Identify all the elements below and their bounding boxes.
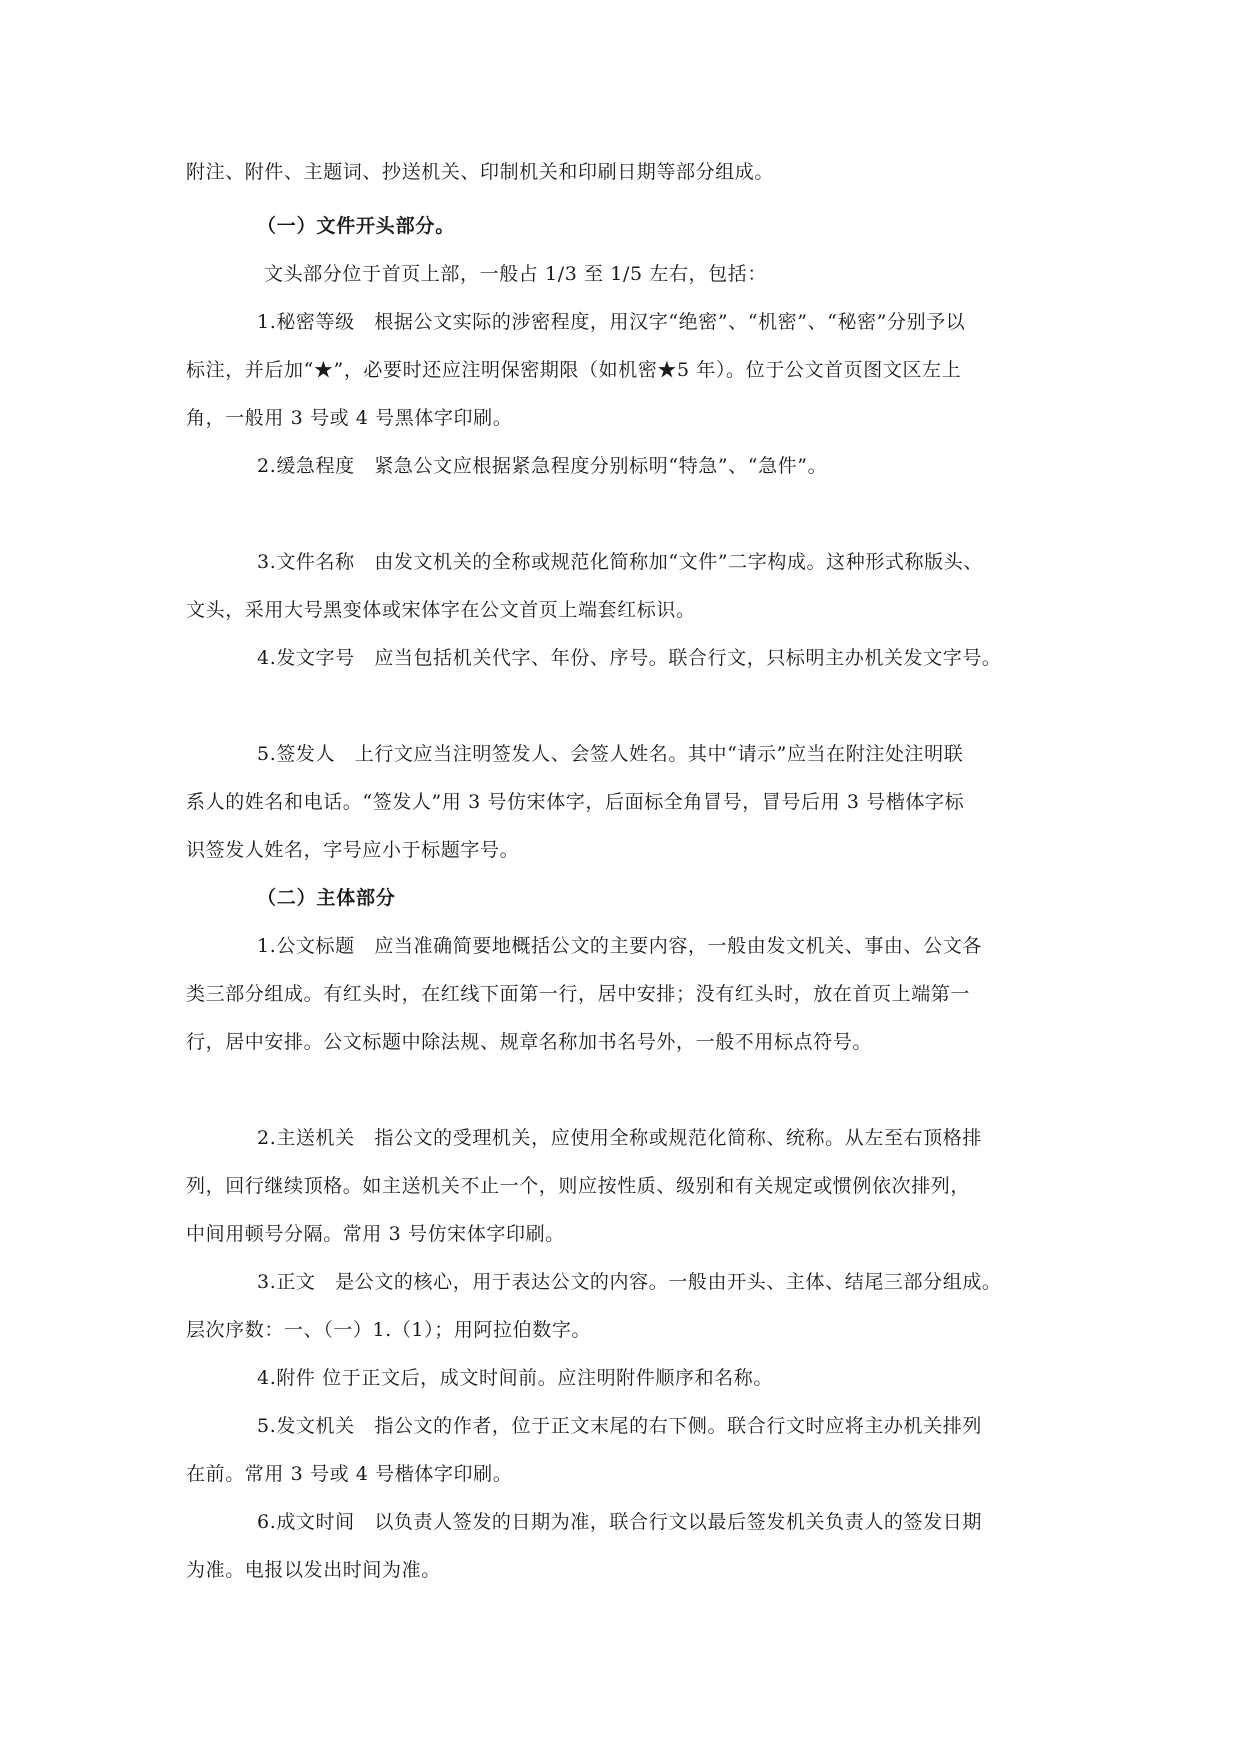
- item-urgency: 2.缓急程度 紧急公文应根据紧急程度分别标明“特急”、“急件”。: [257, 455, 828, 477]
- text-line-25: 在前。常用 3 号或 4 号楷体字印刷。: [186, 1463, 513, 1485]
- item-signer: 5.签发人 上行文应当注明签发人、会签人姓名。其中“请示”应当在附注处注明联: [257, 743, 964, 765]
- section-heading-1: （一）文件开头部分。: [257, 215, 456, 237]
- text-line-27: 为准。电报以发出时间为准。: [186, 1559, 441, 1581]
- text-line-3: 文头部分位于首页上部，一般占 1/3 至 1/5 左右，包括：: [264, 263, 767, 285]
- item-date: 6.成文时间 以负责人签发的日期为准，联合行文以最后签发机关负责人的签发日期: [257, 1511, 982, 1533]
- item-doc-name: 3.文件名称 由发文机关的全称或规范化简称加“文件”二字构成。这种形式称版头、: [257, 551, 983, 573]
- text-line-5: 标注，并后加“★”，必要时还应注明保密期限（如机密★5 年）。位于公文首页图文区左上: [186, 359, 962, 381]
- item-secret-level: 1.秘密等级 根据公文实际的涉密程度，用汉字“绝密”、“机密”、“秘密”分别予以: [257, 311, 966, 333]
- text-line-19: 列，回行继续顶格。如主送机关不止一个，则应按性质、级别和有关规定或惯例依次排列，: [186, 1175, 971, 1197]
- text-line-1: 附注、附件、主题词、抄送机关、印制机关和印刷日期等部分组成。: [186, 161, 775, 183]
- item-recipient: 2.主送机关 指公文的受理机关，应使用全称或规范化简称、统称。从左至右顶格排: [257, 1127, 982, 1149]
- item-issuing-office: 5.发文机关 指公文的作者，位于正文末尾的右下侧。联合行文时应将主办机关排列: [257, 1415, 982, 1437]
- text-line-17: 行，居中安排。公文标题中除法规、规章名称加书名号外，一般不用标点符号。: [186, 1031, 873, 1053]
- text-line-6: 角，一般用 3 号或 4 号黑体字印刷。: [186, 407, 513, 429]
- text-line-20: 中间用顿号分隔。常用 3 号仿宋体字印刷。: [186, 1223, 565, 1245]
- text-line-9: 文头，采用大号黑变体或宋体字在公文首页上端套红标识。: [186, 599, 696, 621]
- text-line-16: 类三部分组成。有红头时，在红线下面第一行，居中安排；没有红头时，放在首页上端第一: [186, 983, 971, 1005]
- item-body: 3.正文 是公文的核心，用于表达公文的内容。一般由开头、主体、结尾三部分组成。: [257, 1271, 1002, 1293]
- item-attachment: 4.附件 位于正文后，成文时间前。应注明附件顺序和名称。: [257, 1367, 773, 1389]
- text-line-12: 系人的姓名和电话。“签发人”用 3 号仿宋体字，后面标全角冒号，冒号后用 3 号楷体字标: [186, 791, 965, 813]
- item-title: 1.公文标题 应当准确简要地概括公文的主要内容，一般由发文机关、事由、公文各: [257, 935, 982, 957]
- section-heading-2: （二）主体部分: [257, 887, 396, 909]
- text-line-13: 识签发人姓名，字号应小于标题字号。: [186, 839, 520, 861]
- item-doc-number: 4.发文字号 应当包括机关代字、年份、序号。联合行文，只标明主办机关发文字号。: [257, 647, 1002, 669]
- text-line-22: 层次序数：一、（一）1.（1）；用阿拉伯数字。: [186, 1319, 592, 1341]
